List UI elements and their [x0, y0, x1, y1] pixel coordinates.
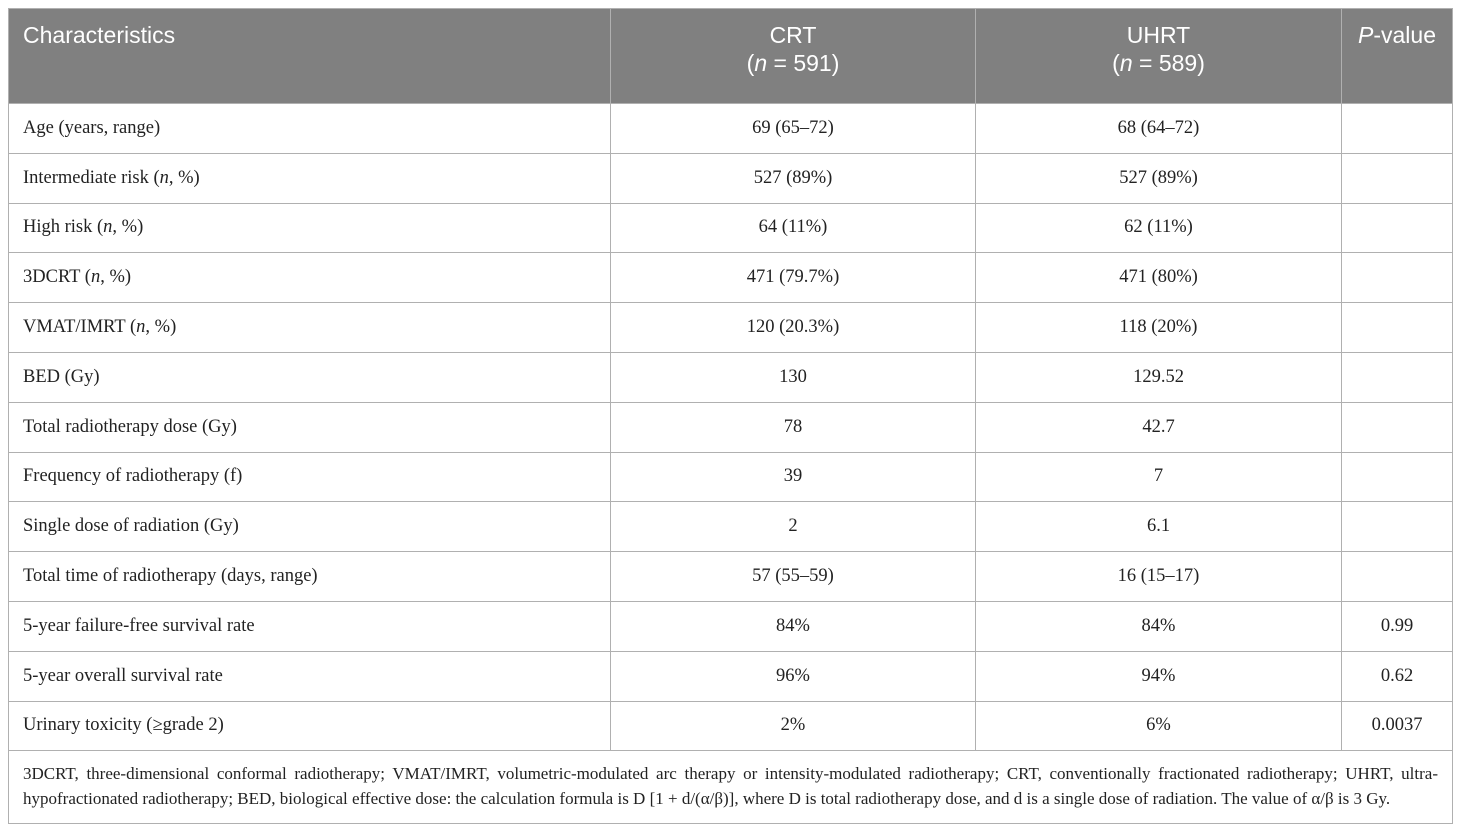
- cell-uhrt: 16 (15–17): [976, 552, 1342, 602]
- table-row: [9, 552, 1453, 602]
- header-uhrt: [976, 9, 1342, 104]
- row-label-italic: n: [159, 167, 169, 188]
- cell-crt: 471 (79.7%): [611, 253, 976, 303]
- row-label: [9, 651, 611, 701]
- row-label: [9, 104, 611, 154]
- table-row: [9, 253, 1453, 303]
- cell-crt: 39: [611, 452, 976, 502]
- row-label-text: Age (years, range): [23, 117, 161, 138]
- cell-uhrt: 7: [976, 452, 1342, 502]
- row-label: [9, 452, 611, 502]
- cell-crt: 64 (11%): [611, 203, 976, 253]
- cell-uhrt: 471 (80%): [976, 253, 1342, 303]
- cell-crt: 120 (20.3%): [611, 303, 976, 353]
- cell-crt: 78: [611, 402, 976, 452]
- cell-uhrt: 42.7: [976, 402, 1342, 452]
- cell-pvalue: [1342, 402, 1453, 452]
- footnote: 3DCRT, three-dimensional conformal radiotherapy; VMAT/IMRT, volumetric-modulated arc therapy or intensity-modulated radiotherapy; CRT, conventionally fractionated radiotherapy; UHRT, ultra-hypofractionated radiotherapy; BED, biological effective dose: the calculation formula is D [1 + d/(α/β)], where D is total radiotherapy dose, and d is a single dose of radiation. The value of α/β is 3 Gy.: [9, 751, 1453, 824]
- row-label: [9, 352, 611, 402]
- header-uhrt-n-symbol: n: [1119, 50, 1133, 76]
- cell-pvalue: 0.0037: [1342, 701, 1453, 751]
- cell-pvalue: [1342, 153, 1453, 203]
- table-row: [9, 601, 1453, 651]
- header-crt-name: CRT: [769, 22, 817, 48]
- row-label-text: 3DCRT (: [23, 267, 91, 288]
- row-label-suffix: , %): [145, 317, 177, 338]
- cell-crt: 57 (55–59): [611, 552, 976, 602]
- table-row: [9, 701, 1453, 751]
- table-row: [9, 203, 1453, 253]
- cell-pvalue: [1342, 104, 1453, 154]
- cell-uhrt: 118 (20%): [976, 303, 1342, 353]
- header-uhrt-n: (n = 589): [1112, 50, 1205, 76]
- row-label-suffix: , %): [100, 267, 132, 288]
- header-crt: [611, 9, 976, 104]
- table-row: [9, 352, 1453, 402]
- row-label-text: 5-year failure-free survival rate: [23, 615, 255, 636]
- table-row: [9, 651, 1453, 701]
- cell-pvalue: 0.99: [1342, 601, 1453, 651]
- cell-crt: 69 (65–72): [611, 104, 976, 154]
- table-row: [9, 104, 1453, 154]
- row-label-italic: n: [103, 217, 113, 238]
- header-pvalue-p: P: [1358, 22, 1374, 48]
- cell-crt: 2: [611, 502, 976, 552]
- cell-crt: 2%: [611, 701, 976, 751]
- header-uhrt-name: UHRT: [1126, 22, 1191, 48]
- table-row: [9, 303, 1453, 353]
- row-label-text: BED (Gy): [23, 366, 100, 387]
- cell-pvalue: [1342, 203, 1453, 253]
- cell-uhrt: 94%: [976, 651, 1342, 701]
- cell-pvalue: [1342, 253, 1453, 303]
- cell-crt: 96%: [611, 651, 976, 701]
- cell-pvalue: [1342, 552, 1453, 602]
- header-characteristics: Characteristics: [9, 9, 611, 104]
- row-label: [9, 552, 611, 602]
- cell-uhrt: 68 (64–72): [976, 104, 1342, 154]
- row-label-text: Urinary toxicity (≥grade 2): [23, 715, 224, 736]
- cell-pvalue: 0.62: [1342, 651, 1453, 701]
- row-label: [9, 253, 611, 303]
- cell-pvalue: [1342, 452, 1453, 502]
- row-label-text: High risk (: [23, 217, 104, 238]
- header-crt-n-value: = 591): [767, 50, 840, 76]
- cell-pvalue: [1342, 502, 1453, 552]
- row-label: [9, 153, 611, 203]
- table-row: [9, 402, 1453, 452]
- cell-crt: 130: [611, 352, 976, 402]
- row-label-text: Intermediate risk (: [23, 167, 160, 188]
- cell-uhrt: 84%: [976, 601, 1342, 651]
- row-label-italic: n: [136, 317, 146, 338]
- cell-uhrt: 6%: [976, 701, 1342, 751]
- row-label-text: Single dose of radiation (Gy): [23, 516, 239, 537]
- table-container: [8, 8, 1452, 824]
- header-row: [9, 9, 1453, 104]
- row-label-text: Total radiotherapy dose (Gy): [23, 416, 237, 437]
- row-label: [9, 502, 611, 552]
- cell-uhrt: 62 (11%): [976, 203, 1342, 253]
- row-label: [9, 203, 611, 253]
- footnote-row: [9, 751, 1453, 824]
- header-pvalue-rest: -value: [1373, 22, 1436, 48]
- row-label: [9, 701, 611, 751]
- header-uhrt-n-value: = 589): [1132, 50, 1205, 76]
- row-label-suffix: , %): [112, 217, 144, 238]
- row-label-text: Total time of radiotherapy (days, range): [23, 566, 318, 587]
- table-header: [9, 9, 1453, 104]
- header-pvalue: [1342, 9, 1453, 104]
- table-row: [9, 452, 1453, 502]
- row-label-text: Frequency of radiotherapy (f): [23, 466, 243, 487]
- cell-uhrt: 129.52: [976, 352, 1342, 402]
- cell-pvalue: [1342, 303, 1453, 353]
- cell-crt: 527 (89%): [611, 153, 976, 203]
- characteristics-table: [8, 8, 1453, 824]
- row-label: [9, 303, 611, 353]
- cell-crt: 84%: [611, 601, 976, 651]
- table-footer: [9, 751, 1453, 824]
- row-label: [9, 402, 611, 452]
- table-body: [9, 104, 1453, 751]
- table-row: [9, 502, 1453, 552]
- header-crt-n: (n = 591): [746, 50, 840, 76]
- header-crt-n-symbol: n: [754, 50, 768, 76]
- row-label-text: 5-year overall survival rate: [23, 665, 223, 686]
- row-label: [9, 601, 611, 651]
- row-label-text: VMAT/IMRT (: [23, 317, 137, 338]
- cell-pvalue: [1342, 352, 1453, 402]
- row-label-suffix: , %): [168, 167, 200, 188]
- cell-uhrt: 6.1: [976, 502, 1342, 552]
- table-row: [9, 153, 1453, 203]
- row-label-italic: n: [90, 267, 101, 288]
- cell-uhrt: 527 (89%): [976, 153, 1342, 203]
